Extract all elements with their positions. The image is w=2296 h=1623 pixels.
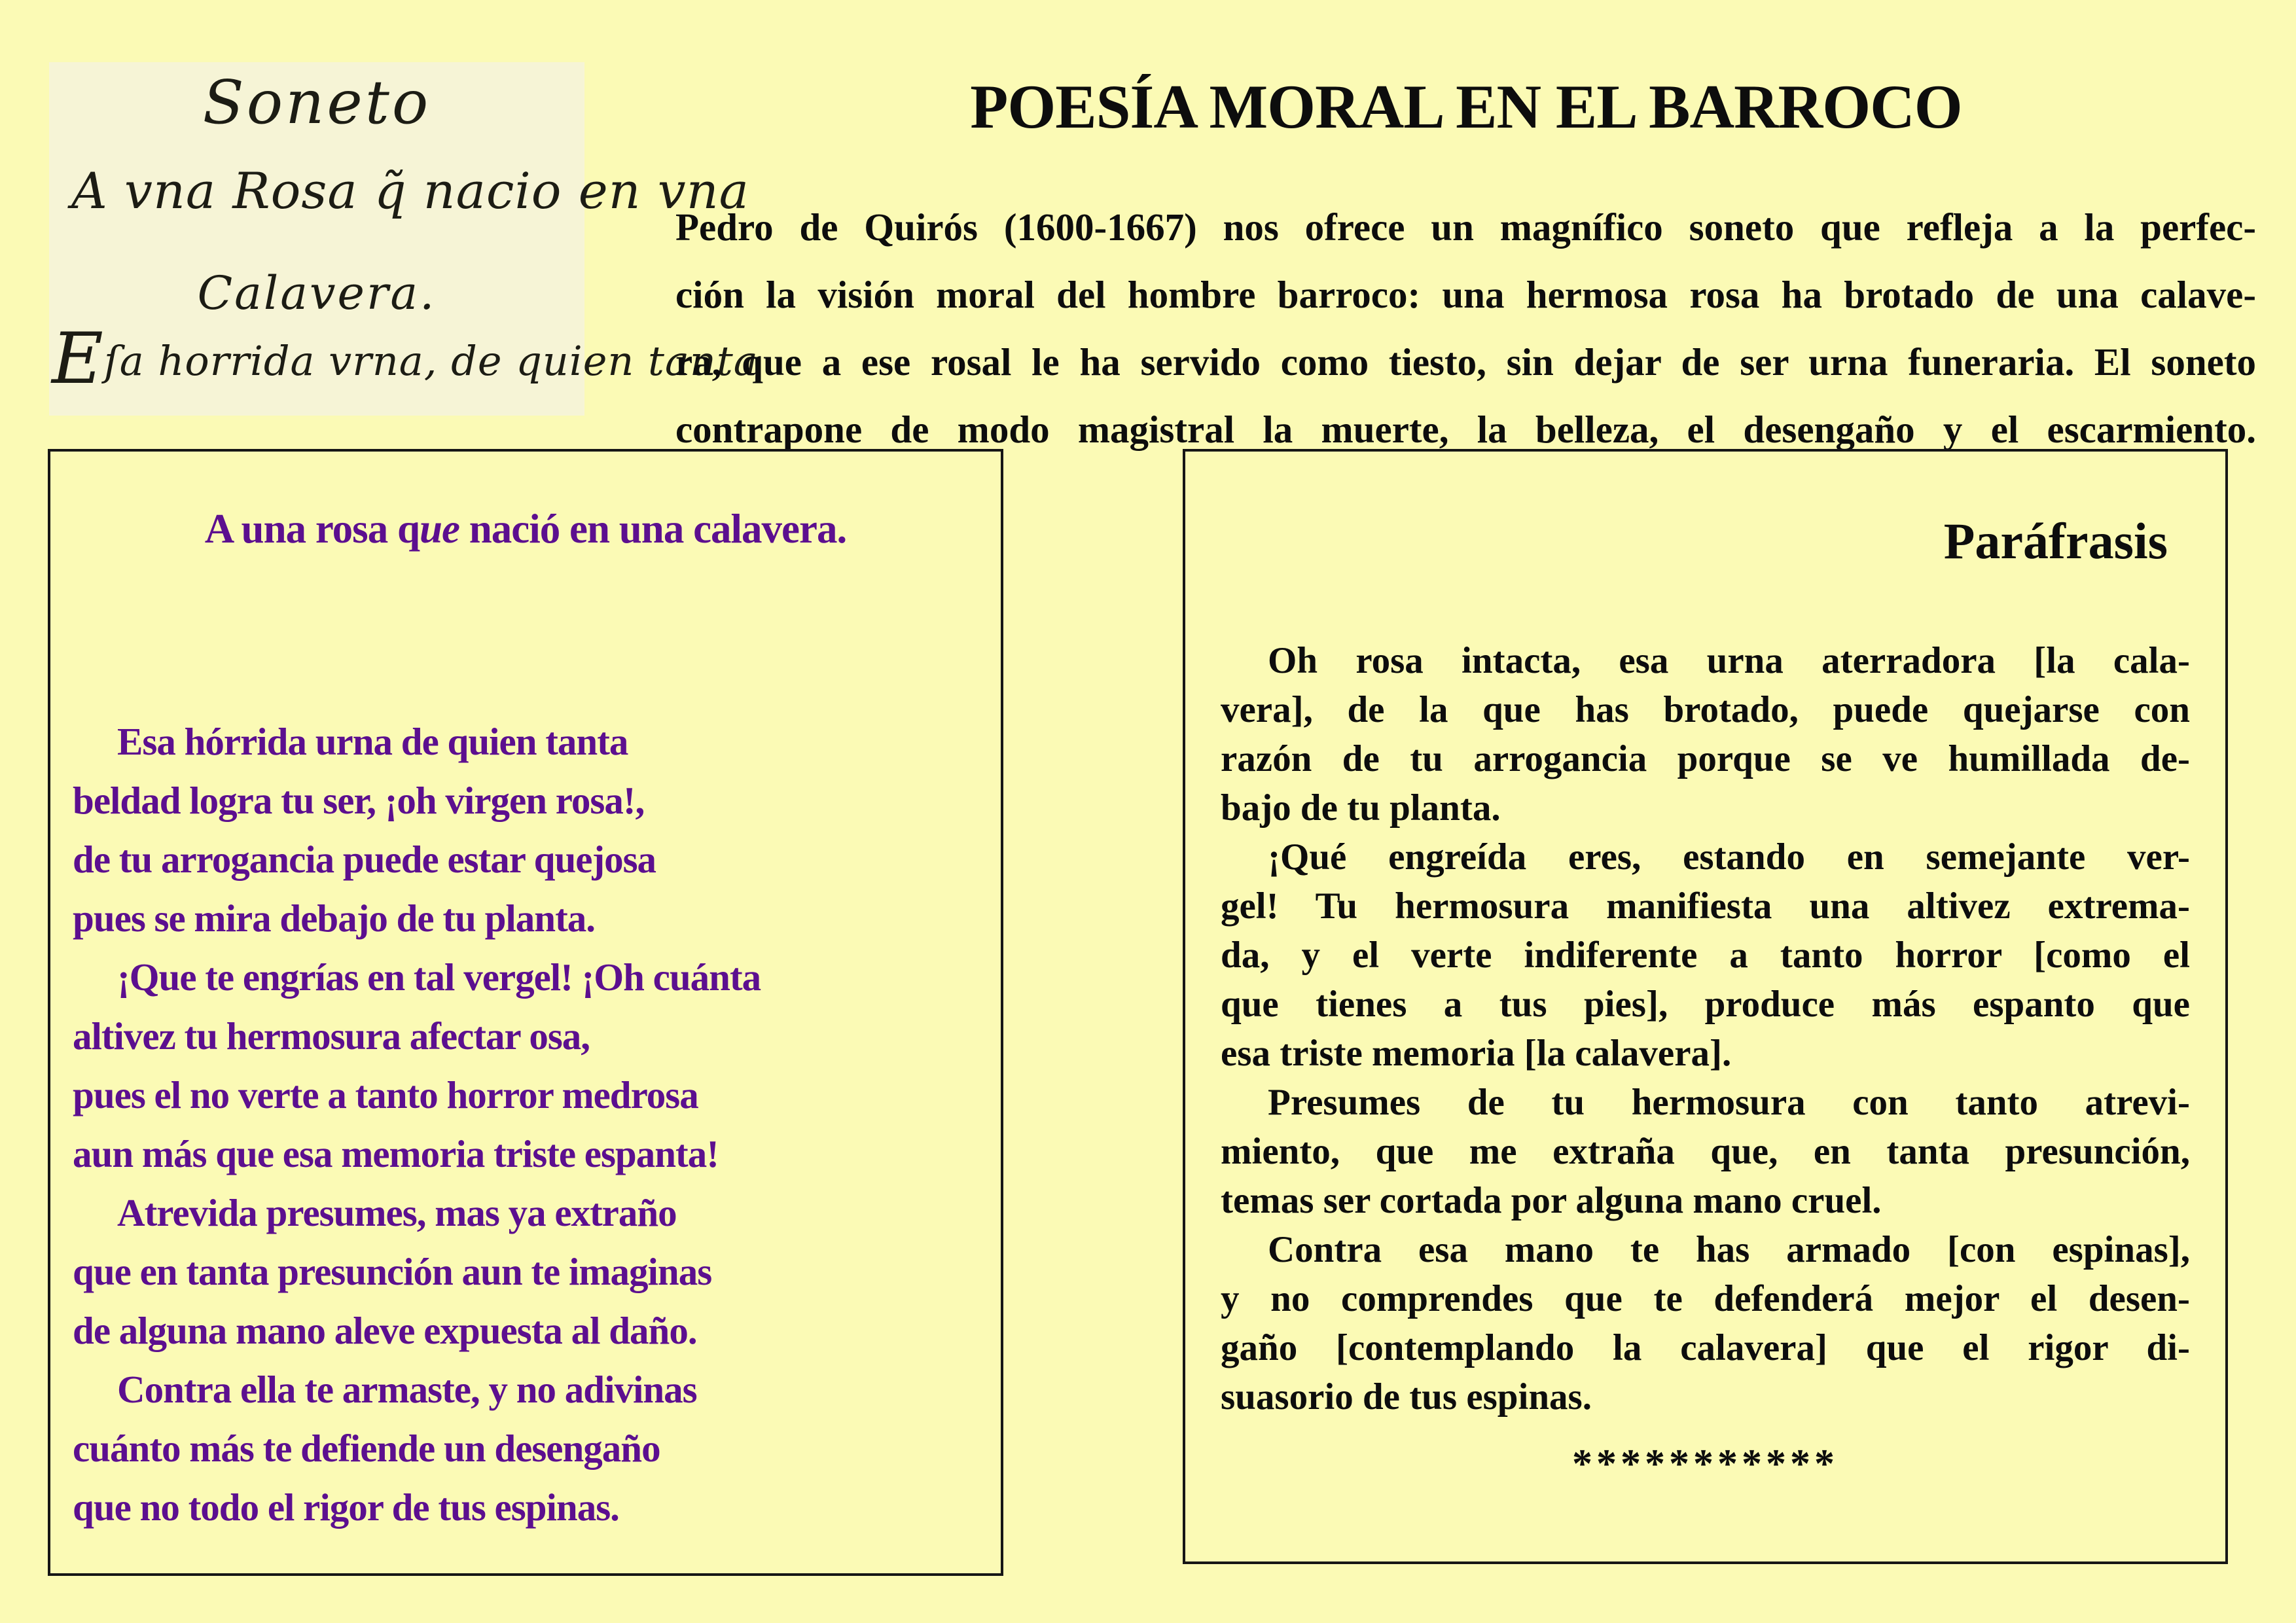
sonnet-line: aun más que esa memoria triste espanta! xyxy=(73,1132,719,1175)
sonnet-line: que en tanta presunción aun te imaginas xyxy=(73,1250,712,1293)
manuscript-line-soneto: Soneto xyxy=(202,67,431,137)
intro-line: ra, que a ese rosal le ha servido como tiesto, sin dejar de ser urna funeraria. El soneto xyxy=(675,340,2256,383)
paraphrase-line: Oh rosa intacta, esa urna aterradora [la cala- xyxy=(1268,640,2190,681)
paraphrase-line: da, y el verte indiferente a tanto horror [como el xyxy=(1221,935,2190,976)
manuscript-line-calavera: Calavera. xyxy=(197,266,437,320)
sonnet-line: de tu arrogancia puede estar quejosa xyxy=(73,838,656,881)
paraphrase-line: gel! Tu hermosura manifiesta una altivez extrema- xyxy=(1221,885,2190,927)
sonnet-title-italic: ue xyxy=(420,506,459,552)
sonnet-text xyxy=(73,712,982,1537)
paraphrase-line: miento, que me extraña que, en tanta presunción, xyxy=(1221,1131,2190,1172)
paraphrase-line: que tienes a tus pies], produce más espanto que xyxy=(1221,984,2190,1025)
sonnet-line: Atrevida presumes, mas ya extraño xyxy=(117,1191,677,1234)
paraphrase-line: vera], de la que has brotado, puede quejarse con xyxy=(1221,689,2190,730)
sonnet-line: Esa hórrida urna de quien tanta xyxy=(117,720,628,763)
paraphrase-line: temas ser cortada por alguna mano cruel. xyxy=(1221,1180,1882,1221)
sonnet-box xyxy=(48,449,1003,1576)
paraphrase-line: ¡Qué engreída eres, estando en semejante ver- xyxy=(1268,836,2190,878)
sonnet-line: pues se mira debajo de tu planta. xyxy=(73,897,595,940)
sonnet-line: Contra ella te armaste, y no adivinas xyxy=(117,1368,697,1411)
paraphrase-title: Paráfrasis xyxy=(1943,512,2168,569)
asterisks-divider: *********** xyxy=(1572,1442,1839,1486)
sonnet-title-pre: A una rosa q xyxy=(204,506,420,552)
sonnet-line: cuánto más te defiende un desengaño xyxy=(73,1427,660,1470)
paraphrase-line: suasorio de tus espinas. xyxy=(1221,1376,1592,1418)
paraphrase-line: esa triste memoria [la calavera]. xyxy=(1221,1033,1732,1074)
manuscript-verse-rest: ſa horrida vrna, de quien tanta xyxy=(103,337,759,385)
manuscript-line-title: A vna Rosa q̃ nacio en vna xyxy=(71,162,749,220)
sonnet-line: altivez tu hermosura afectar osa, xyxy=(73,1014,590,1058)
paraphrase-line: bajo de tu planta. xyxy=(1221,787,1501,829)
paraphrase-box xyxy=(1183,449,2228,1564)
intro-line: contrapone de modo magistral la muerte, la belleza, el desengaño y el escarmiento. xyxy=(675,408,2256,451)
intro-paragraph xyxy=(675,194,2256,463)
paraphrase-line: razón de tu arrogancia porque se ve humillada de- xyxy=(1221,738,2190,779)
sonnet-line: pues el no verte a tanto horror medrosa xyxy=(73,1073,698,1116)
sonnet-line: ¡Que te engrías en tal vergel! ¡Oh cuánta xyxy=(117,955,761,999)
paraphrase-line: Contra esa mano te has armado [con espinas], xyxy=(1268,1229,2190,1270)
sonnet-title xyxy=(50,505,1001,553)
page-title: POESÍA MORAL EN EL BARROCO xyxy=(970,72,1962,141)
paraphrase-line: Presumes de tu hermosura con tanto atrevi- xyxy=(1268,1082,2190,1123)
sonnet-line: beldad logra tu ser, ¡oh virgen rosa!, xyxy=(73,779,645,822)
manuscript-image xyxy=(49,62,759,416)
manuscript-line-verse xyxy=(52,318,759,400)
manuscript-initial-cap: E xyxy=(52,318,104,400)
sonnet-line: que no todo el rigor de tus espinas. xyxy=(73,1486,619,1529)
sonnet-title-post: nació en una calavera. xyxy=(459,506,847,552)
paraphrase-text xyxy=(1185,636,2225,1421)
paraphrase-line: gaño [contemplando la calavera] que el rigor di- xyxy=(1221,1327,2190,1368)
intro-line: ción la visión moral del hombre barroco: una hermosa rosa ha brotado de una calave- xyxy=(675,273,2256,316)
paraphrase-line: y no comprendes que te defenderá mejor el desen- xyxy=(1221,1278,2190,1319)
intro-line: Pedro de Quirós (1600-1667) nos ofrece un magnífico soneto que refleja a la perfec- xyxy=(675,205,2256,249)
sonnet-line: de alguna mano aleve expuesta al daño. xyxy=(73,1309,697,1352)
